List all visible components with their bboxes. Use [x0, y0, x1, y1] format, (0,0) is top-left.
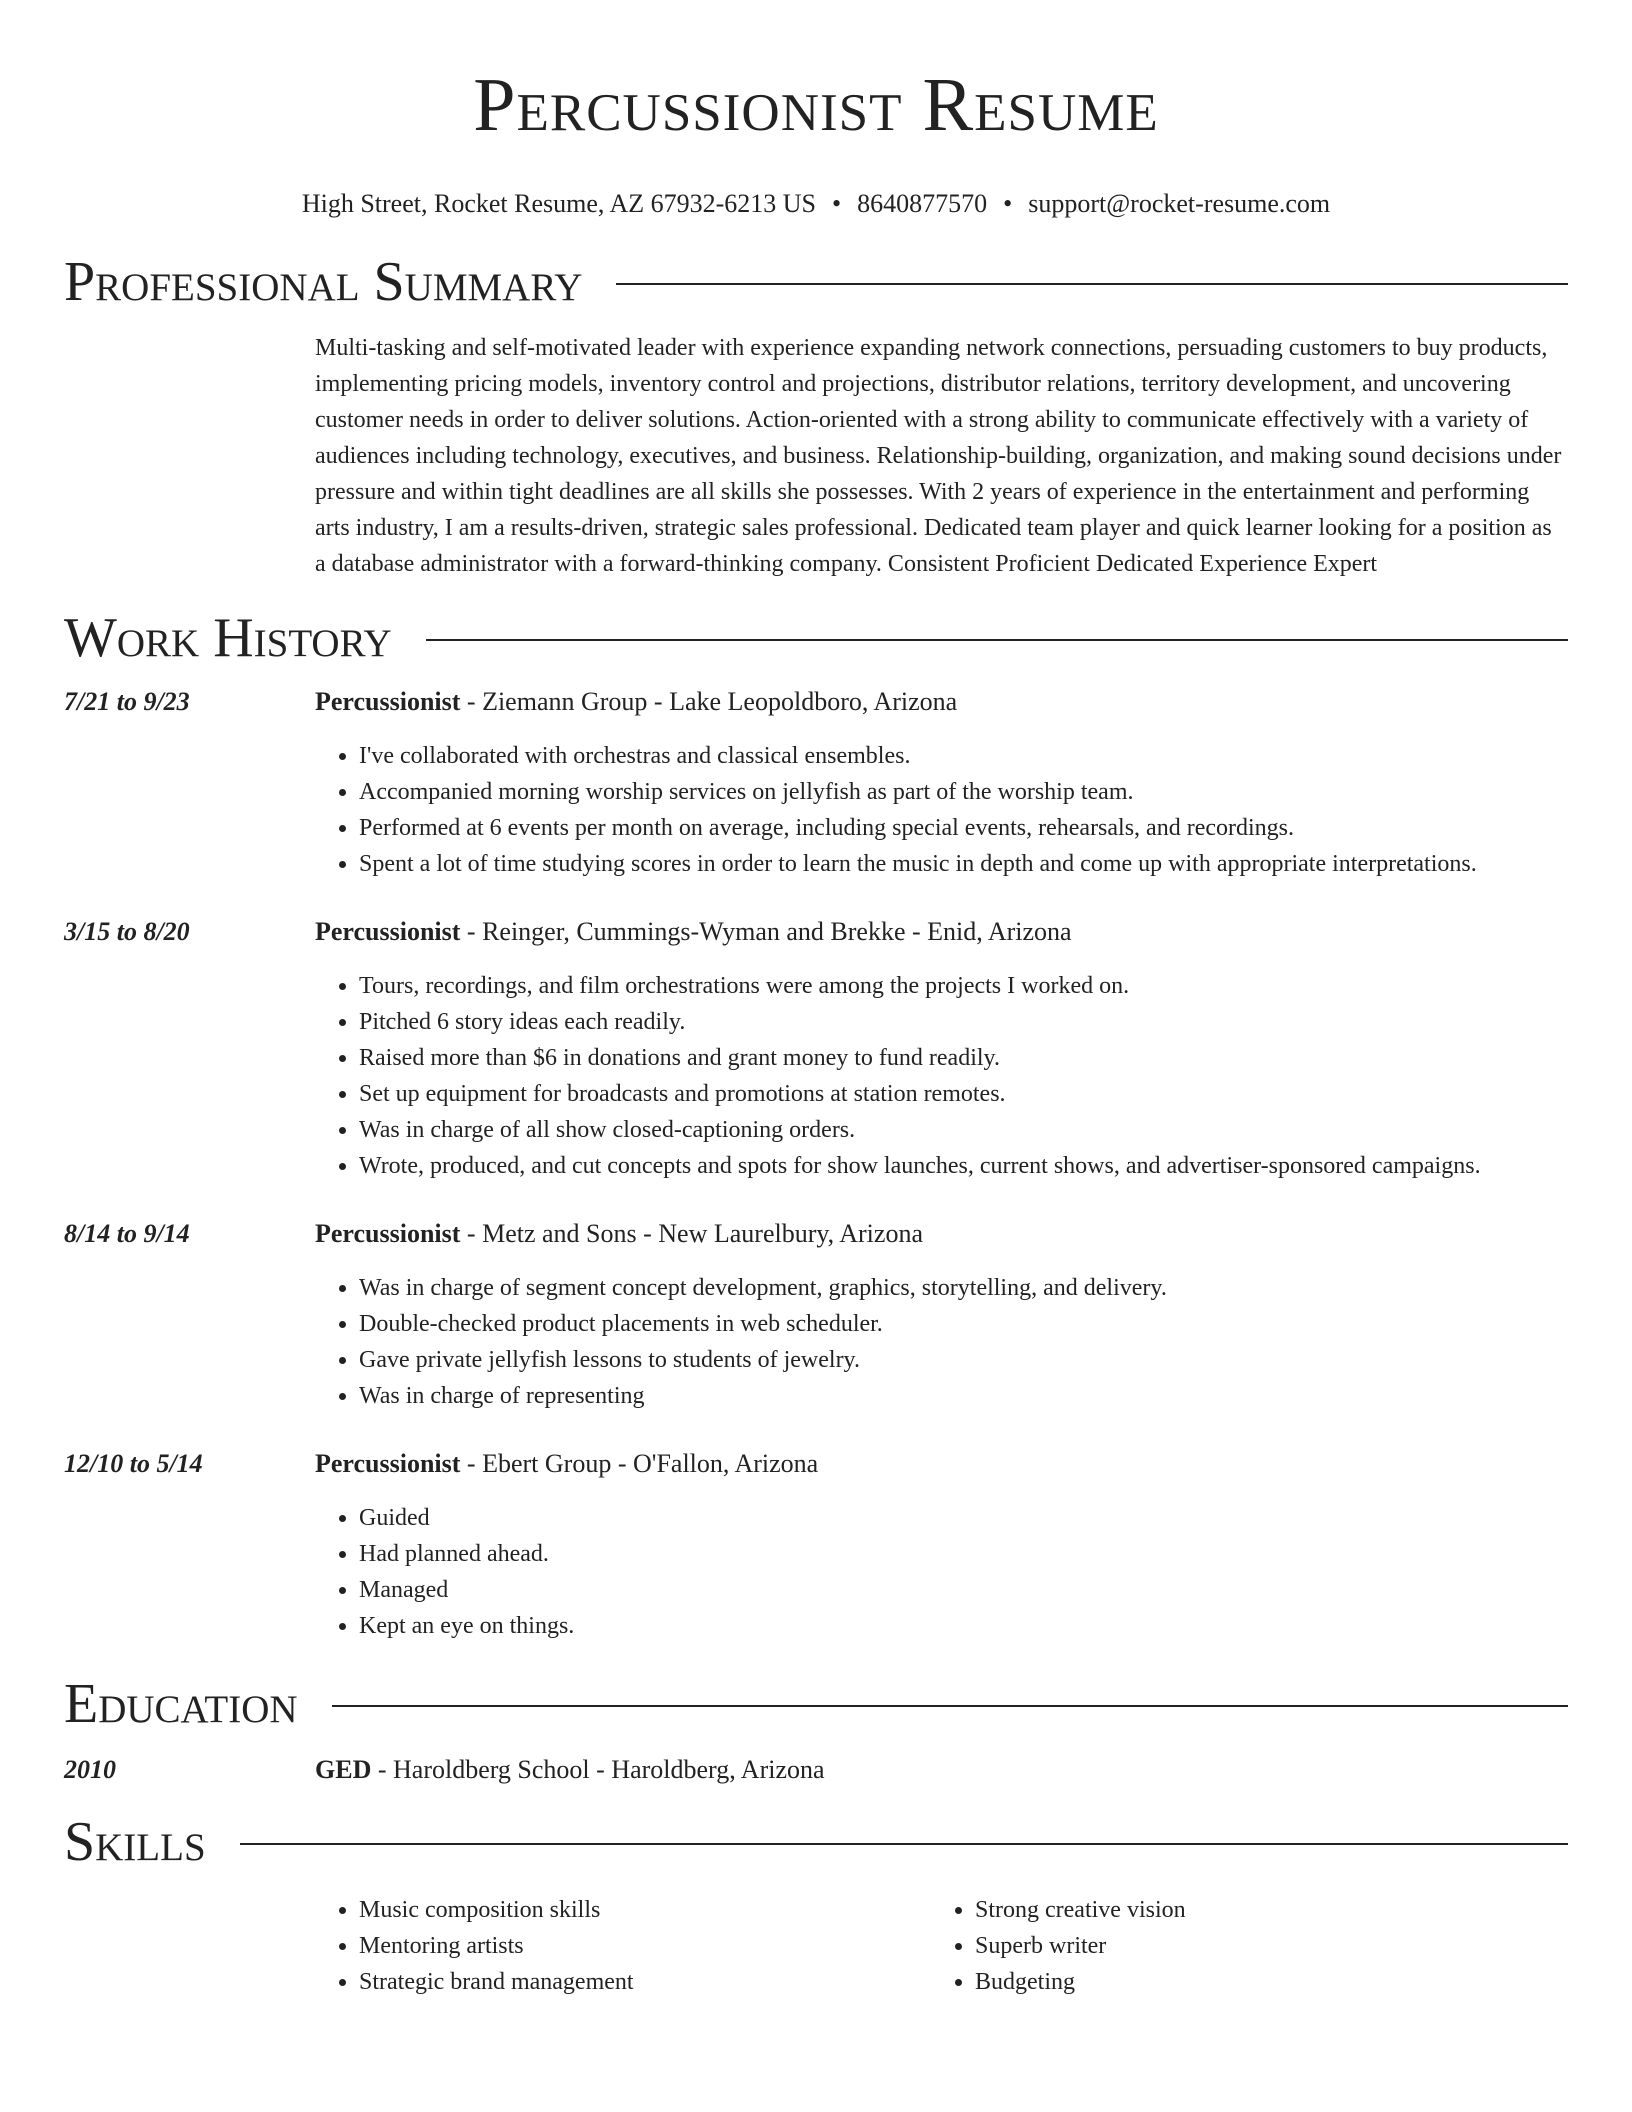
list-item: • Was in charge of all show closed-captioning orders. — [359, 1112, 1568, 1148]
job-heading — [315, 914, 1568, 950]
contact-address: High Street, Rocket Resume, AZ 67932-6213 US — [301, 189, 817, 218]
education-heading: Education — [64, 1673, 298, 1735]
list-item: • Spent a lot of time studying scores in order to learn the music in depth and come up with appropriate interpretations. — [359, 846, 1568, 882]
list-item: • Kept an eye on things. — [359, 1608, 1568, 1644]
summary-heading: Professional Summary — [64, 251, 583, 313]
skills-list — [315, 1892, 1568, 2000]
job-entry — [64, 684, 1568, 882]
job-title: Percussionist — [315, 1449, 461, 1478]
skill-item: • Strategic brand management — [359, 1964, 931, 2000]
job-dates: 12/10 to 5/14 — [64, 1449, 203, 1478]
list-item: • Raised more than $6 in donations and grant money to fund readily. — [359, 1040, 1568, 1076]
job-details: - Ebert Group - O'Fallon, Arizona — [460, 1449, 819, 1478]
list-item: • Was in charge of segment concept development, graphics, storytelling, and delivery. — [359, 1270, 1568, 1306]
job-entry — [64, 1216, 1568, 1414]
education-year: 2010 — [64, 1755, 116, 1784]
list-item: • Accompanied morning worship services on jellyfish as part of the worship team. — [359, 774, 1568, 810]
summary-spacer — [64, 330, 315, 582]
contact-phone: 8640877570 — [857, 189, 988, 218]
section-rule — [240, 1843, 1568, 1845]
contact-separator: • — [1003, 189, 1013, 218]
section-rule — [426, 639, 1568, 641]
list-item: • Guided — [359, 1500, 1568, 1536]
contact-separator: • — [832, 189, 842, 218]
education-section-header — [64, 1672, 1568, 1736]
list-item: • I've collaborated with orchestras and classical ensembles. — [359, 738, 1568, 774]
list-item: • Set up equipment for broadcasts and promotions at station remotes. — [359, 1076, 1568, 1112]
skill-item: • Music composition skills — [359, 1892, 931, 1928]
skill-item: • Superb writer — [975, 1928, 1547, 1964]
list-item: • Had planned ahead. — [359, 1536, 1568, 1572]
job-bullets — [315, 738, 1568, 882]
skills-section-header — [64, 1810, 1568, 1874]
skills-row — [64, 1892, 1568, 2000]
education-heading-line — [315, 1752, 1568, 1788]
contact-line — [64, 188, 1568, 220]
list-item: • Managed — [359, 1572, 1568, 1608]
work-section-header — [64, 606, 1568, 670]
job-dates: 8/14 to 9/14 — [64, 1219, 190, 1248]
list-item: • Gave private jellyfish lessons to students of jewelry. — [359, 1342, 1568, 1378]
job-entry — [64, 914, 1568, 1184]
summary-section-header — [64, 250, 1568, 314]
job-bullets — [315, 968, 1568, 1184]
job-title: Percussionist — [315, 1219, 461, 1248]
summary-row — [64, 330, 1568, 582]
list-item: • Pitched 6 story ideas each readily. — [359, 1004, 1568, 1040]
education-entry — [64, 1752, 1568, 1788]
list-item: • Performed at 6 events per month on average, including special events, rehearsals, and recordings. — [359, 810, 1568, 846]
job-bullets — [315, 1270, 1568, 1414]
job-entry — [64, 1446, 1568, 1644]
summary-text: Multi-tasking and self-motivated leader with experience expanding network connections, persuading customers to buy products, implementing pricing models, inventory control and projections, distributor relations, territory development, and uncovering customer needs in order to deliver solutions. Action-oriented with a strong ability to communicate effectively with a variety of audiences including technology, executives, and business. Relationship-building, organization, and making sound decisions under pressure and within tight deadlines are all skills she possesses. With 2 years of experience in the entertainment and performing arts industry, I am a results-driven, strategic sales professional. Dedicated team player and quick learner looking for a position as a database administrator with a forward-thinking company. Consistent Proficient Dedicated Experience Expert — [315, 335, 1562, 577]
job-dates: 7/21 to 9/23 — [64, 687, 190, 716]
section-rule — [332, 1705, 1568, 1707]
skill-item: • Strong creative vision — [975, 1892, 1547, 1928]
resume-title: Percussionist Resume — [473, 63, 1159, 147]
job-title: Percussionist — [315, 687, 461, 716]
list-item: • Tours, recordings, and film orchestrations were among the projects I worked on. — [359, 968, 1568, 1004]
education-details: - Haroldberg School - Haroldberg, Arizona — [371, 1755, 825, 1784]
job-dates: 3/15 to 8/20 — [64, 917, 190, 946]
skills-heading: Skills — [64, 1811, 206, 1873]
work-heading: Work History — [64, 607, 392, 669]
job-details: - Ziemann Group - Lake Leopoldboro, Arizona — [460, 687, 958, 716]
skills-spacer — [64, 1892, 315, 2000]
job-heading — [315, 684, 1568, 720]
job-details: - Reinger, Cummings-Wyman and Brekke - Enid, Arizona — [460, 917, 1072, 946]
list-item: • Was in charge of representing — [359, 1378, 1568, 1414]
section-rule — [616, 283, 1568, 285]
contact-email: support@rocket-resume.com — [1028, 189, 1331, 218]
education-degree: GED — [315, 1755, 372, 1784]
skills-column-right — [931, 1892, 1547, 2000]
list-item: • Wrote, produced, and cut concepts and spots for show launches, current shows, and advertiser-sponsored campaigns. — [359, 1148, 1568, 1184]
job-details: - Metz and Sons - New Laurelbury, Arizona — [460, 1219, 923, 1248]
job-title: Percussionist — [315, 917, 461, 946]
job-bullets — [315, 1500, 1568, 1644]
list-item: • Double-checked product placements in web scheduler. — [359, 1306, 1568, 1342]
job-heading — [315, 1446, 1568, 1482]
skill-item: • Budgeting — [975, 1964, 1547, 2000]
skill-item: • Mentoring artists — [359, 1928, 931, 1964]
job-heading — [315, 1216, 1568, 1252]
skills-column-left — [315, 1892, 931, 2000]
